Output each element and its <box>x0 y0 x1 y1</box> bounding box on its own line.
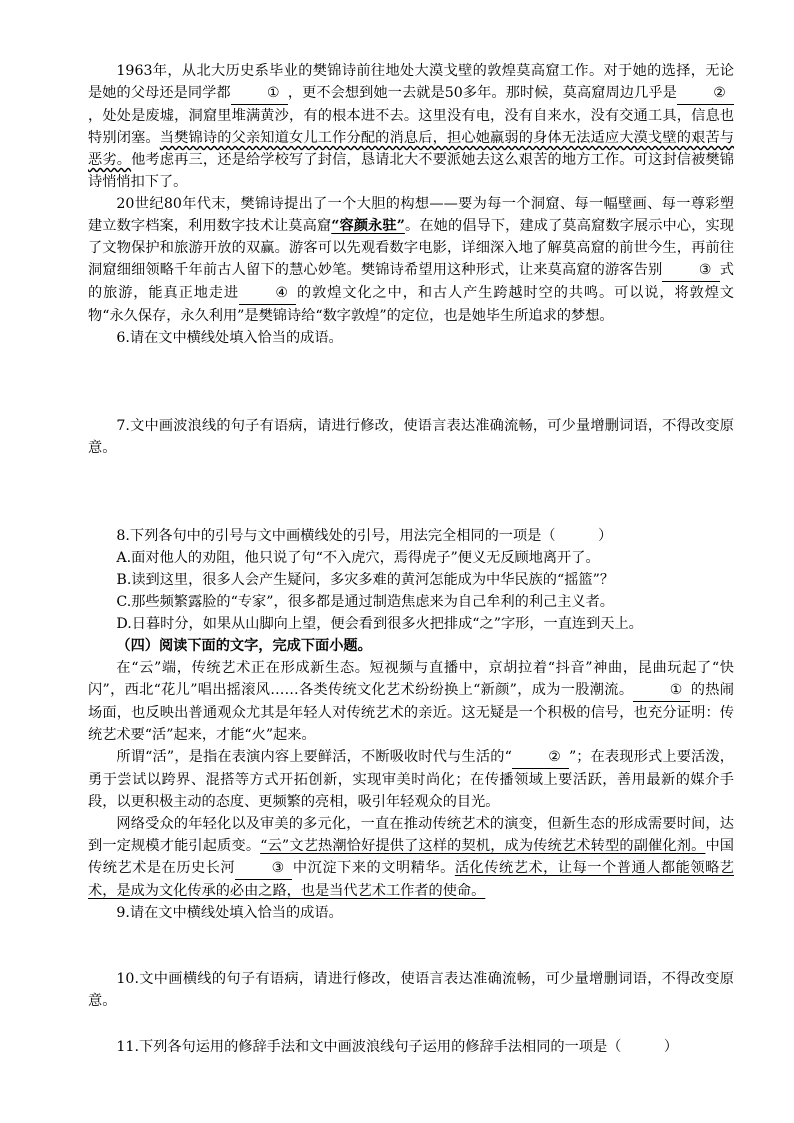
question-8-stem: 8.下列各句中的引号与文中画横线处的引号，用法完全相同的一项是（ ） <box>116 528 613 544</box>
underlined-sentence-1: “云”文艺热潮恰好提供了这样的契机，成为传统艺术转型的副催化剂。 <box>260 838 706 854</box>
underlined-sentence-2: 活化传统艺术，让每一个普通人都能领略艺术，是成为文化传承的必由之路，也是当代艺术工作者的使命。 <box>88 860 734 899</box>
text: 。在她的倡导下，建成了莫高窟数字展示中心，实现了文物保护和旅游开放的双赢。游客可以先观看数字电影，详细深入地了解莫高窟的前世今生，再前往洞窟细细领略千年前古人留下的慧心妙笔。樊锦诗希望用这种形式，让来莫高窟的游客告别 <box>88 218 734 278</box>
answer-space <box>88 459 734 525</box>
text: 网络受众的年轻化以及审美的多元化，一直在推动传统艺术的演变，但新生态的形成需要时间，达到一定规模才能引起质变。 <box>88 816 734 854</box>
document-page <box>88 60 734 1058</box>
section-heading: （四）阅读下面的文字，完成下面小题。 <box>116 638 372 654</box>
text: 的敦煌文化之中，和古人产生跨越时空的共鸣。可以说，将敦煌文物“永久保存，永久利用”是樊锦诗给“数字敦煌”的定位，也是她毕生所追求的梦想。 <box>88 285 734 324</box>
text: 式的旅游，能真正地走进 <box>88 262 734 301</box>
text: 中国传统艺术是在历史长河 <box>88 838 734 876</box>
question-9: 9.请在文中横线处填入恰当的成语。 <box>116 905 343 921</box>
text: 20世纪80年代末，樊锦诗提出了一个大胆的构想——要为每一个洞窟、每一幅壁画、每一尊彩塑建立数字档案，利用数字技术让莫高窟 <box>88 196 734 234</box>
blank-3: ③ <box>662 259 719 282</box>
wavy-underlined-sentence: 当樊锦诗的父亲知道女儿工作分配的消息后，担心她羸弱的身体无法适应大漠戈壁的艰苦与恶劣。 <box>88 130 734 168</box>
text: ，处处是废墟，洞窟里堆满黄沙，有的根本进不去。这里没有电，没有自来水，没有交通工具，信息也特别闭塞。 <box>88 108 734 146</box>
passage-paragraph-2 <box>88 193 734 327</box>
section4-paragraph-1 <box>88 657 734 746</box>
text: 所谓“活”，是指在表演内容上要鲜活，不断吸收时代与生活的“ <box>116 749 512 765</box>
text: ”；在表现形式上要活泼，勇于尝试以跨界、混搭等方式开拓创新，实现审美时尚化；在传播领域上要活跃，善用最新的媒介手段，以更积极主动的态度、更频繁的亮相，吸引年轻观众的目光。 <box>88 749 734 810</box>
text: 他考虑再三，还是给学校写了封信，恳请北大不要派她去这么艰苦的地方工作。可这封信被樊锦诗悄悄扣下了。 <box>88 152 734 190</box>
option-a: A.面对他人的劝阻，他只说了句“不入虎穴，焉得虎子”便义无反顾地离开了。 <box>116 550 600 566</box>
text: ，更不会想到她一去就是50多年。那时候，莫高窟周边几乎是 <box>287 85 677 101</box>
answer-space <box>88 924 734 968</box>
question-11: 11.下列各句运用的修辞手法和文中画波浪线句子运用的修辞手法相同的一项是（ ） <box>116 1039 679 1055</box>
text: 在“云”端，传统艺术正在形成新生态。短视频与直播中，京胡拉着“抖音”神曲，昆曲玩起了“快闪”，西北“花儿”唱出摇滚风……各类传统文化艺术纷纷换上“新颜”，成为一股潮流。 <box>88 660 734 698</box>
blank-2: ② <box>677 82 734 105</box>
underlined-quote: “容颜永驻” <box>331 218 405 234</box>
blank-1: ① <box>633 679 690 702</box>
blank-1: ① <box>231 82 288 105</box>
text: 中沉淀下来的文明精华。 <box>292 860 455 876</box>
section4-paragraph-3 <box>88 813 734 902</box>
question-6: 6.请在文中横线处填入恰当的成语。 <box>116 330 343 346</box>
question-7: 7.文中画波浪线的句子有语病，请进行修改，使语言表达准确流畅，可少量增删词语，不得改变原意。 <box>88 418 734 456</box>
blank-4: ④ <box>239 282 296 305</box>
answer-space <box>88 349 734 415</box>
answer-space <box>88 1012 734 1036</box>
blank-3: ③ <box>235 857 292 880</box>
question-10: 10.文中画横线的句子有语病，请进行修改，使语言表达准确流畅，可少量增删词语，不得改变原意。 <box>88 971 734 1009</box>
section4-paragraph-2 <box>88 746 734 813</box>
passage-paragraph-1 <box>88 60 734 193</box>
option-b: B.读到这里，很多人会产生疑问，多灾多难的黄河怎能成为中华民族的“摇篮”？ <box>116 572 615 588</box>
text: 1963年，从北大历史系毕业的樊锦诗前往地处大漠戈壁的敦煌莫高窟工作。对于她的选择，无论是她的父母还是同学都 <box>88 63 734 101</box>
option-d: D.日暮时分，如果从山脚向上望，便会看到很多火把排成“之”字形，一直连到天上。 <box>116 616 643 632</box>
text: 的热闹场面，也反映出普通观众尤其是年轻人对传统艺术的亲近。这无疑是一个积极的信号，也充分证明：传统艺术要“活”起来，才能“火”起来。 <box>88 682 734 743</box>
option-c: C.那些频繁露脸的“专家”，很多都是通过制造焦虑来为自己牟利的利己主义者。 <box>116 594 614 610</box>
blank-2: ② <box>512 746 569 769</box>
